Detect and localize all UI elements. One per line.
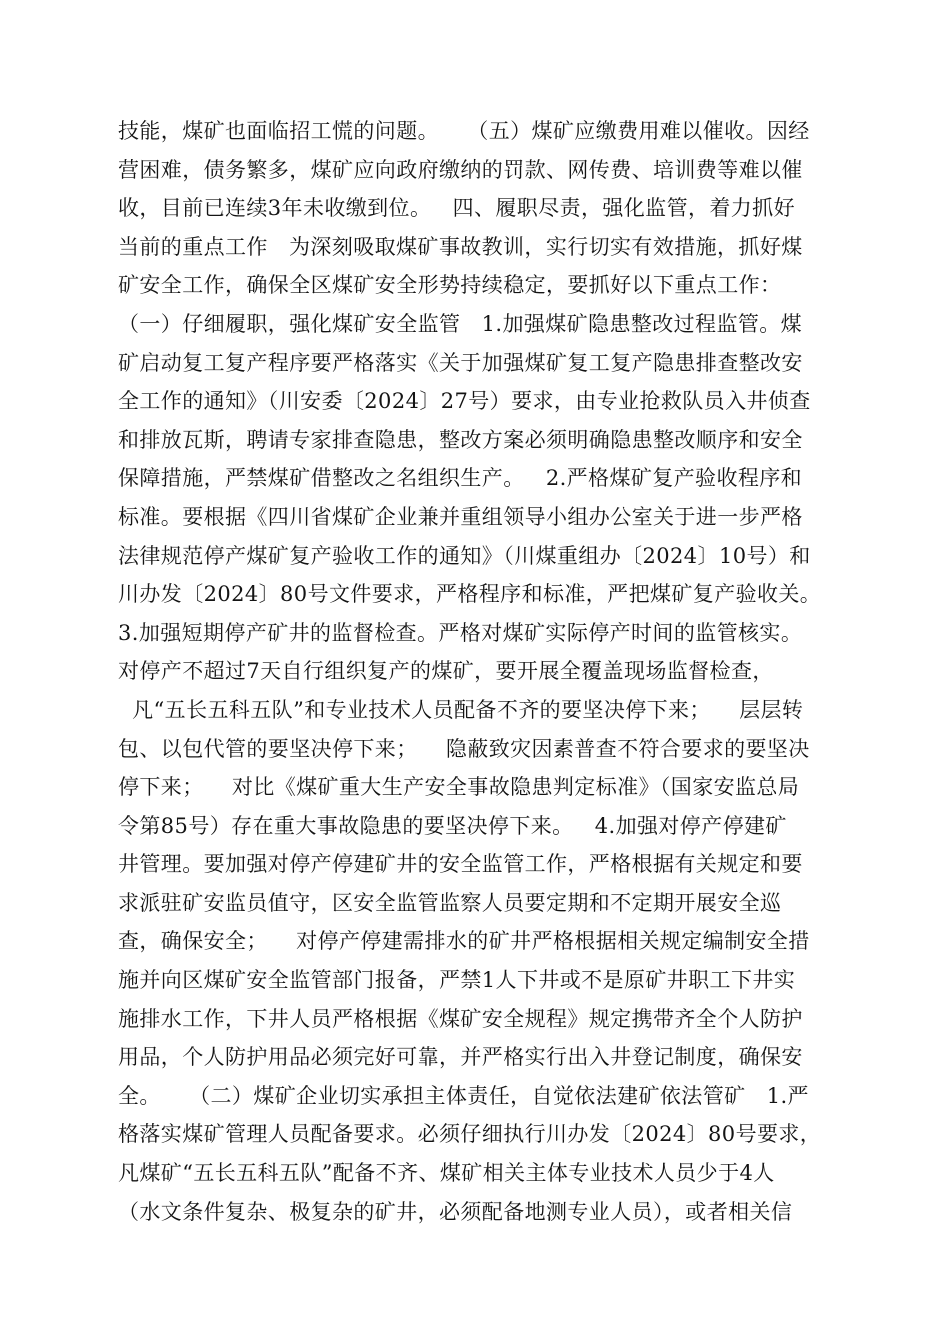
text-line: 保障措施，严禁煤矿借整改之名组织生产。 2.严格煤矿复产验收程序和 [118, 466, 803, 491]
text-line: 井管理。要加强对停产停建矿井的安全监管工作，严格根据有关规定和要 [118, 852, 803, 877]
body-text [118, 112, 838, 1231]
text-line: 标准。要根据《四川省煤矿企业兼并重组领导小组办公室关于进一步严格 [118, 504, 803, 529]
text-line: （一）仔细履职，强化煤矿安全监管 1.加强煤矿隐患整改过程监管。煤 [118, 311, 803, 336]
text-line: 求派驻矿安监员值守，区安全监管监察人员要定期和不定期开展安全巡 [118, 890, 782, 915]
text-line: 3.加强短期停产矿井的监督检查。严格对煤矿实际停产时间的监管核实。 [118, 620, 803, 645]
text-line: 收，目前已连续3年未收缴到位。 四、履职尽责，强化监管，着力抓好 [118, 196, 795, 221]
text-line: 当前的重点工作 为深刻吸取煤矿事故教训，实行切实有效措施，抓好煤 [118, 234, 803, 259]
text-line: 川办发〔2024〕80号文件要求，严格程序和标准，严把煤矿复产验收关。 [118, 582, 822, 607]
text-line: 格落实煤矿管理人员配备要求。必须仔细执行川办发〔2024〕80号要求， [118, 1122, 822, 1147]
text-line: 矿启动复工复产程序要严格落实《关于加强煤矿复工复产隐患排查整改安 [118, 350, 803, 375]
text-line: 凡煤矿“五长五科五队”配备不齐、煤矿相关主体专业技术人员少于4人 [118, 1161, 775, 1186]
text-line: 全工作的通知》（川安委〔2024〕27号）要求，由专业抢救队员入井侦查 [118, 389, 811, 414]
text-line: 技能，煤矿也面临招工慌的问题。 （五）煤矿应缴费用难以催收。因经 [118, 119, 810, 143]
text-line: 停下来； 对比《煤矿重大生产安全事故隐患判定标准》（国家安监总局 [118, 775, 800, 800]
text-line: 用品，个人防护用品必须完好可靠，并严格实行出入井登记制度，确保安 [118, 1045, 803, 1070]
text-line: 凡“五长五科五队”和专业技术人员配备不齐的要坚决停下来； 层层转 [118, 697, 804, 722]
text-line: 矿安全工作，确保全区煤矿安全形势持续稳定，要抓好以下重点工作： [118, 273, 782, 298]
text-line: 施并向区煤矿安全监管部门报备，严禁1人下井或不是原矿井职工下井实 [118, 968, 796, 993]
text-line: （水文条件复杂、极复杂的矿井，必须配备地测专业人员），或者相关信 [118, 1199, 793, 1224]
text-line: 查，确保安全； 对停产停建需排水的矿井严格根据相关规定编制安全措 [118, 929, 810, 954]
text-line: 对停产不超过7天自行组织复产的煤矿，要开展全覆盖现场监督检查， [118, 659, 774, 684]
text-line: 令第85号）存在重大事故隐患的要坚决停下来。 4.加强对停产停建矿 [118, 813, 787, 838]
text-line: 包、以包代管的要坚决停下来； 隐蔽致灾因素普查不符合要求的要坚决 [118, 736, 810, 761]
text-line: 和排放瓦斯，聘请专家排查隐患，整改方案必须明确隐患整改顺序和安全 [118, 427, 803, 452]
text-line: 法律规范停产煤矿复产验收工作的通知》（川煤重组办〔2024〕10号）和 [118, 543, 811, 568]
text-line: 施排水工作，下井人员严格根据《煤矿安全规程》规定携带齐全个人防护 [118, 1006, 803, 1031]
text-line: 全。 （二）煤矿企业切实承担主体责任，自觉依法建矿依法管矿 1.严 [118, 1083, 809, 1108]
text-line: 营困难，债务繁多，煤矿应向政府缴纳的罚款、网传费、培训费等难以催 [118, 157, 803, 182]
